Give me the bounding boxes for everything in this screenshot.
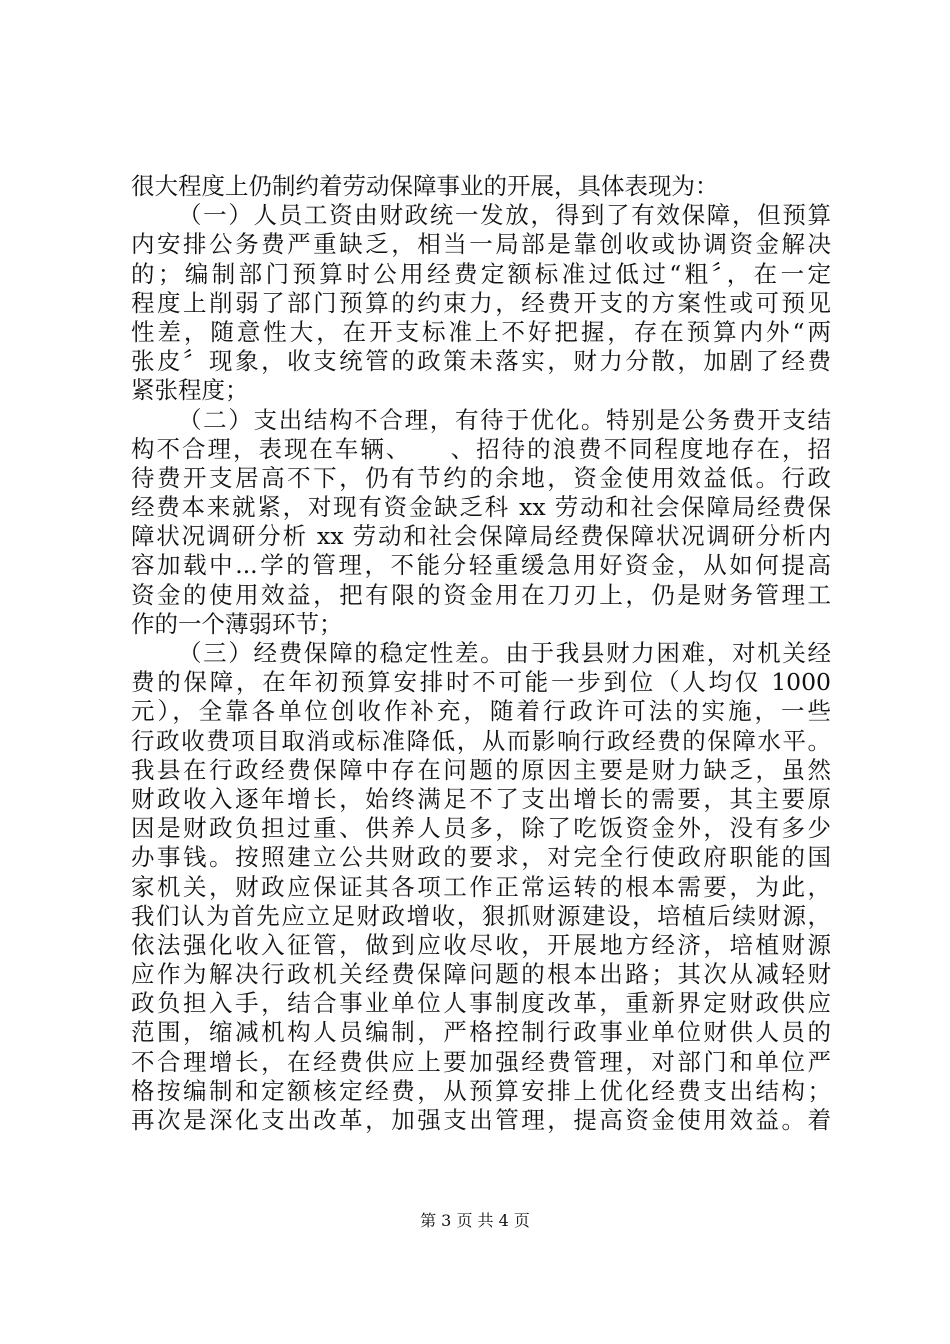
text-line: （三）经费保障的稳定性差。由于我县财力困难，对机关经 (178, 639, 831, 667)
text-line: 依法强化收入征管，做到应收尽收，开展地方经济，培植财源 (131, 930, 831, 959)
text-line: 构不合理，表现在车辆、 、招待的浪费不同程度地存在，招 (131, 434, 831, 463)
text-line: 办事钱。按照建立公共财政的要求，对完全行使政府职能的国 (131, 843, 831, 872)
text-line: 行政收费项目取消或标准降低，从而影响行政经费的保障水平。 (131, 726, 831, 755)
text-line: 再次是深化支出改革，加强支出管理，提高资金使用效益。着 (131, 1106, 831, 1134)
text-line: 张皮〞现象，收支统管的政策未落实，财力分散，加剧了经费 (131, 347, 831, 376)
text-line: 范围，缩减机构人员编制，严格控制行政事业单位财供人员的 (131, 1018, 831, 1047)
text-line: 待费开支居高不下，仍有节约的余地，资金使用效益低。行政 (131, 463, 831, 492)
text-line: （一）人员工资由财政统一发放，得到了有效保障，但预算 (178, 201, 831, 230)
text-line: 政负担入手，结合事业单位人事制度改革，重新界定财政供应 (131, 989, 831, 1018)
text-line: 性差，随意性大，在开支标准上不好把握，存在预算内外“两 (131, 317, 831, 346)
text-line: 应作为解决行政机关经费保障问题的根本出路；其次从减轻财 (131, 960, 831, 989)
text-line: 程度上削弱了部门预算的约束力，经费开支的方案性或可预见 (131, 288, 831, 317)
text-line: 障状况调研分析 xx 劳动和社会保障局经费保障状况调研分析内 (131, 522, 831, 551)
text-line: 因是财政负担过重、供养人员多，除了吃饭资金外，没有多少 (131, 814, 831, 843)
text-line: 我们认为首先应立足财政增收，狠抓财源建设，培植后续财源， (131, 901, 831, 930)
text-line: 经费本来就紧，对现有资金缺乏科 xx 劳动和社会保障局经费保 (131, 493, 831, 522)
text-line: 家机关，财政应保证其各项工作正常运转的根本需要，为此， (131, 872, 831, 901)
text-line: 费的保障，在年初预算安排时不可能一步到位（人均仅 1000 (131, 668, 831, 697)
text-line: 元），全靠各单位创收作补充，随着行政许可法的实施，一些 (131, 697, 831, 726)
text-line: 财政收入逐年增长，始终满足不了支出增长的需要，其主要原 (131, 784, 831, 813)
text-line: 我县在行政经费保障中存在问题的原因主要是财力缺乏，虽然 (131, 755, 831, 784)
document-body (131, 172, 831, 1135)
text-line: 资金的使用效益，把有限的资金用在刀刃上，仍是财务管理工 (131, 580, 831, 609)
text-line: 的；编制部门预算时公用经费定额标准过低过“粗〞，在一定 (131, 259, 831, 288)
text-line: 容加载中...学的管理，不能分轻重缓急用好资金，从如何提高 (131, 551, 831, 580)
text-line: 紧张程度； (131, 376, 249, 405)
text-line: 格按编制和定额核定经费，从预算安排上优化经费支出结构； (131, 1076, 831, 1105)
text-line: （二）支出结构不合理，有待于优化。特别是公务费开支结 (178, 405, 831, 434)
text-line: 内安排公务费严重缺乏，相当一局部是靠创收或协调资金解决 (131, 230, 831, 259)
text-line: 作的一个薄弱环节； (131, 609, 343, 638)
text-line: 很大程度上仍制约着劳动保障事业的开展，具体表现为： (131, 172, 719, 200)
text-line: 不合理增长，在经费供应上要加强经费管理，对部门和单位严 (131, 1047, 831, 1076)
page-footer: 第 3 页 共 4 页 (420, 1211, 530, 1230)
